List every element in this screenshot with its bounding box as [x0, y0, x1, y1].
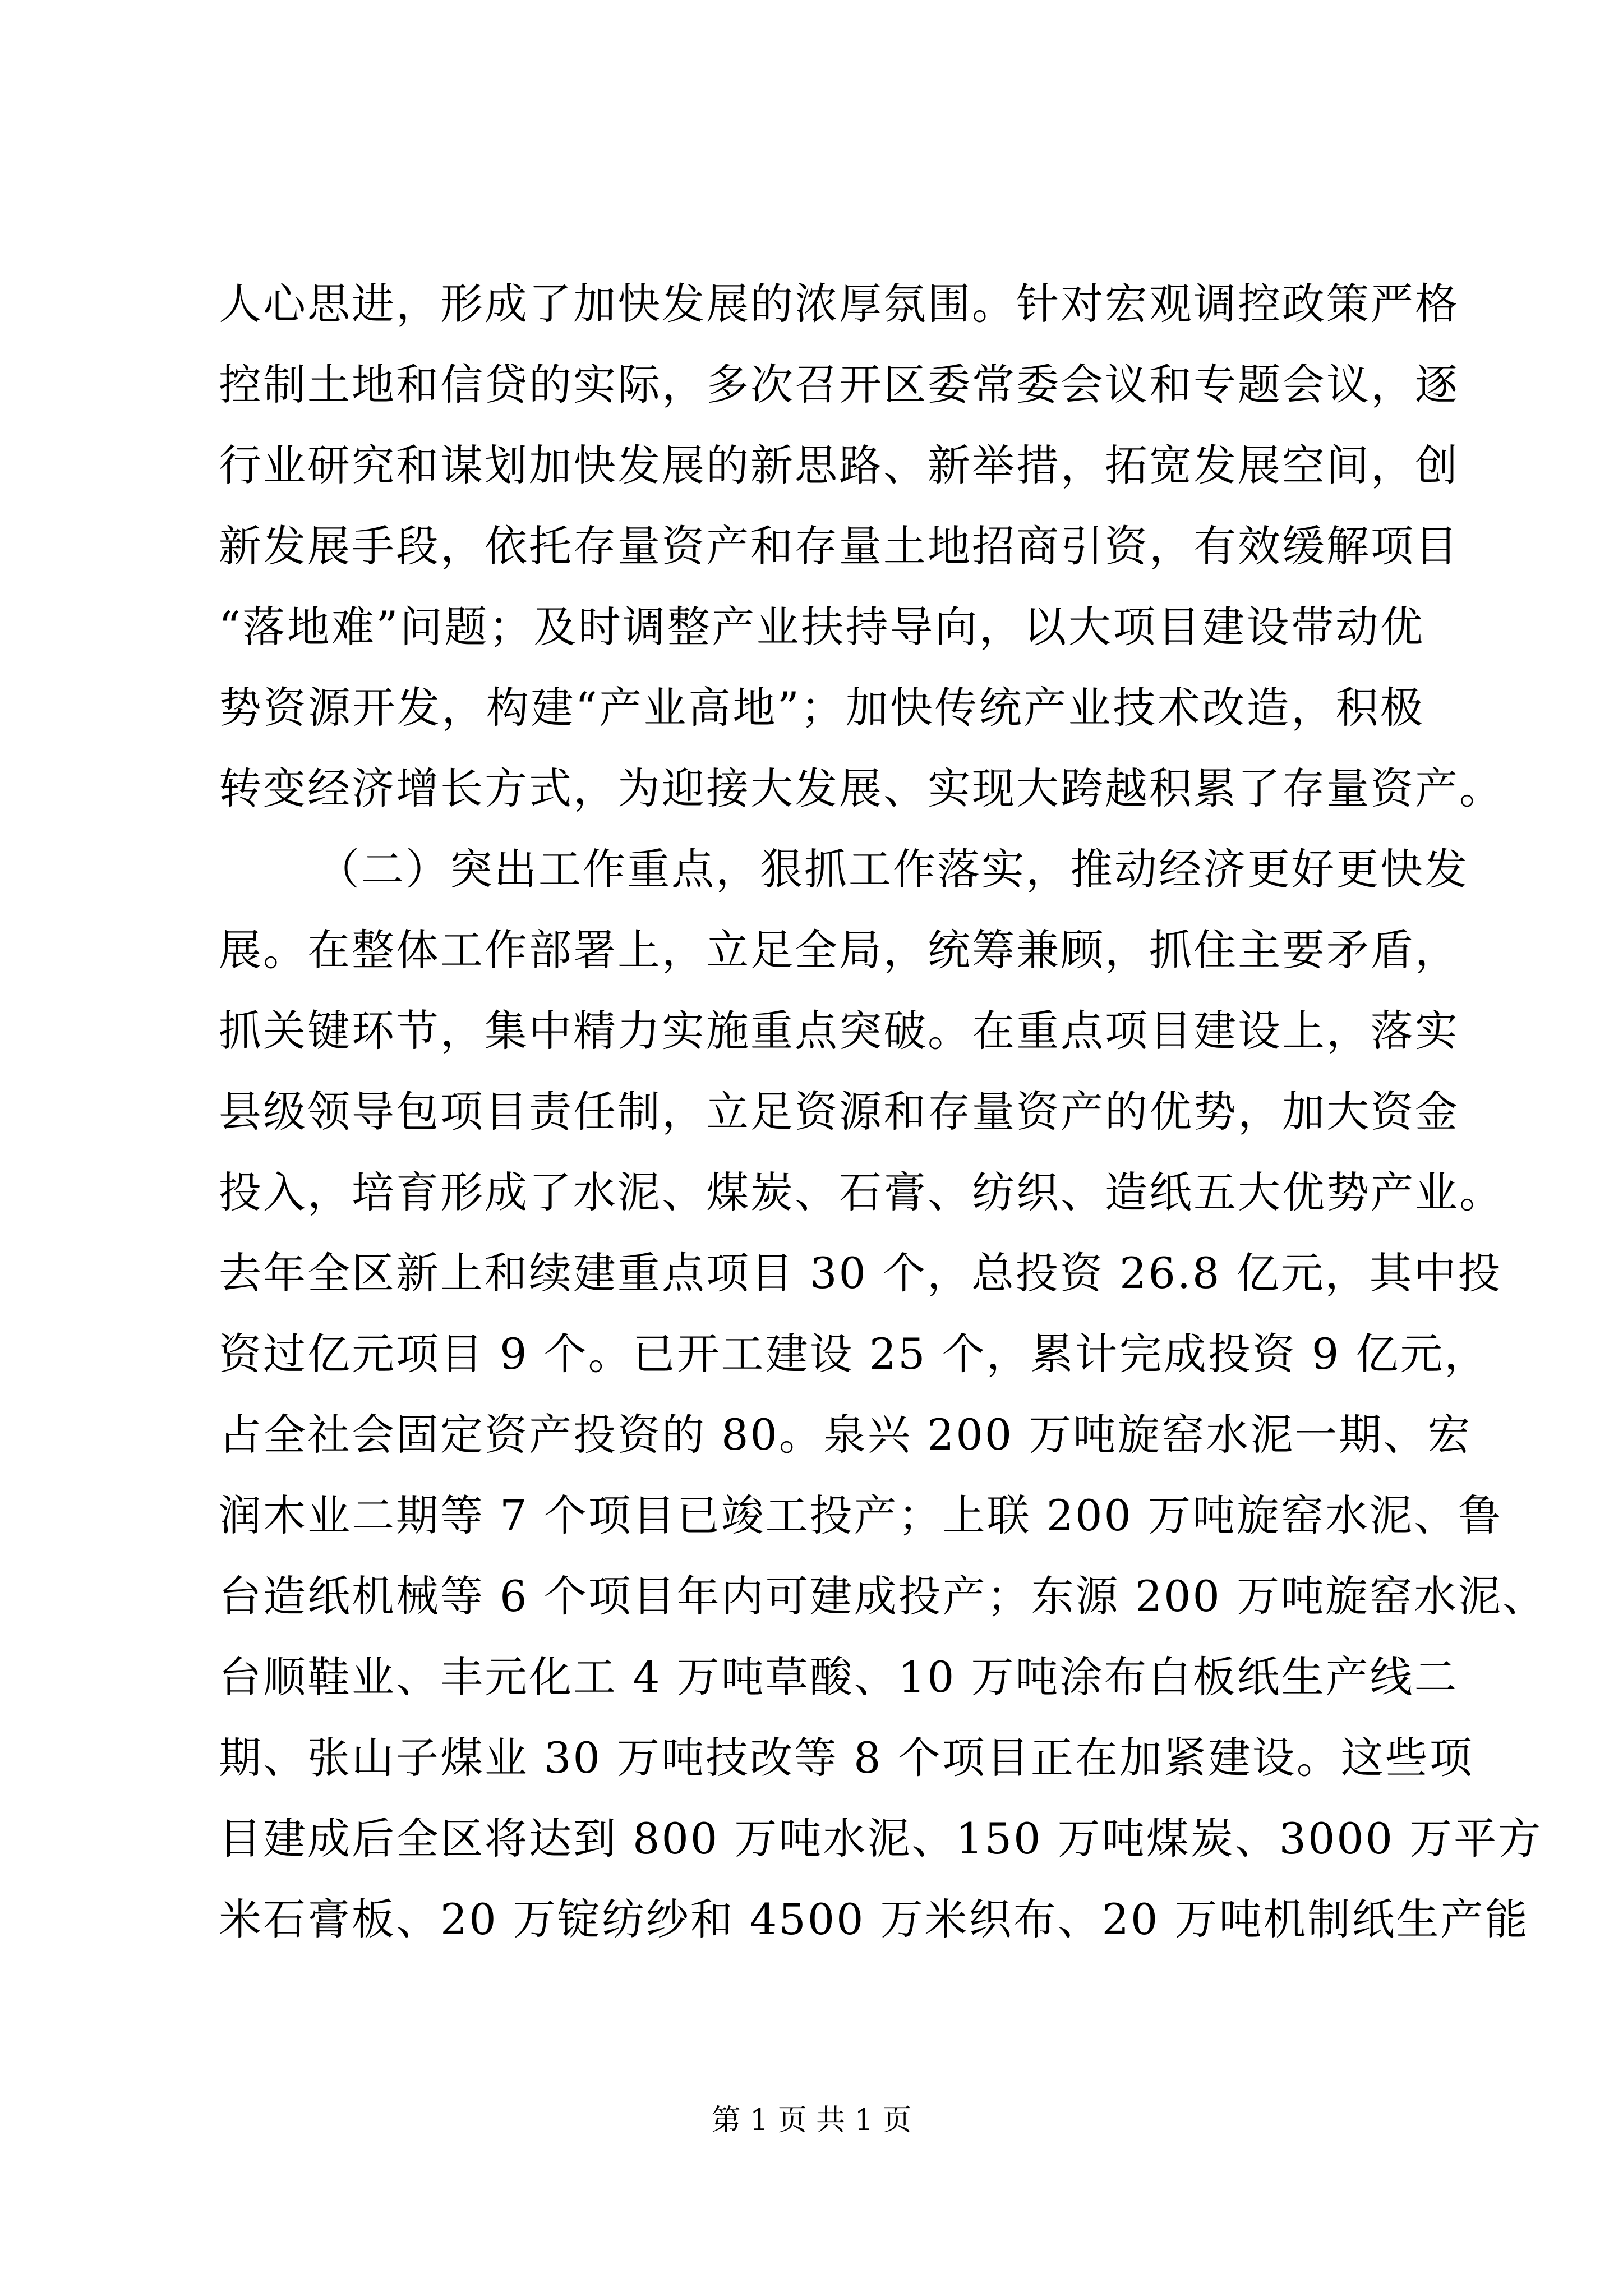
text-line: 县级领导包项目责任制，立足资源和存量资产的优势，加大资金: [219, 1087, 1459, 1137]
text-line: 行业研究和谋划加快发展的新思路、新举措，拓宽发展空间，创: [219, 440, 1459, 490]
page-footer: 第 1 页 共 1 页: [711, 2104, 912, 2137]
text-line: 势资源开发，构建“产业高地”；加快传统产业技术改造，积极: [219, 683, 1424, 733]
text-line: 去年全区新上和续建重点项目 30 个，总投资 26.8 亿元，其中投: [219, 1248, 1502, 1298]
text-line: 控制土地和信贷的实际，多次召开区委常委会议和专题会议，逐: [219, 360, 1459, 409]
text-line: 转变经济增长方式，为迎接大发展、实现大跨越积累了存量资产。: [219, 763, 1504, 813]
text-line: 展。在整体工作部署上，立足全局，统筹兼顾，抓住主要矛盾，: [219, 925, 1459, 975]
text-line: 占全社会固定资产投资的 80。泉兴 200 万吨旋窑水泥一期、宏: [219, 1410, 1472, 1460]
text-line: 台顺鞋业、丰元化工 4 万吨草酸、10 万吨涂布白板纸生产线二: [219, 1652, 1459, 1702]
text-line: 人心思进，形成了加快发展的浓厚氛围。针对宏观调控政策严格: [219, 279, 1459, 329]
text-line: 抓关键环节，集中精力实施重点突破。在重点项目建设上，落实: [219, 1006, 1459, 1056]
text-line: 资过亿元项目 9 个。已开工建设 25 个，累计完成投资 9 亿元，: [219, 1329, 1489, 1379]
body-text: [219, 264, 1547, 1960]
text-line: 台造纸机械等 6 个项目年内可建成投产；东源 200 万吨旋窑水泥、: [219, 1571, 1547, 1621]
text-line: 目建成后全区将达到 800 万吨水泥、150 万吨煤炭、3000 万平方: [219, 1814, 1543, 1864]
paragraph-start-line: （二）突出工作重点，狠抓工作落实，推动经济更好更快发: [317, 844, 1469, 894]
text-line: 投入，培育形成了水泥、煤炭、石膏、纺织、造纸五大优势产业。: [219, 1167, 1504, 1217]
text-line: “落地难”问题；及时调整产业扶持导向，以大项目建设带动优: [219, 602, 1424, 652]
text-line: 期、张山子煤业 30 万吨技改等 8 个项目正在加紧建设。这些项: [219, 1733, 1474, 1783]
text-line: 新发展手段，依托存量资产和存量土地招商引资，有效缓解项目: [219, 521, 1459, 571]
text-line: 米石膏板、20 万锭纺纱和 4500 万米织布、20 万吨机制纸生产能: [219, 1894, 1529, 1944]
text-line: 润木业二期等 7 个项目已竣工投产；上联 200 万吨旋窑水泥、鲁: [219, 1490, 1503, 1540]
